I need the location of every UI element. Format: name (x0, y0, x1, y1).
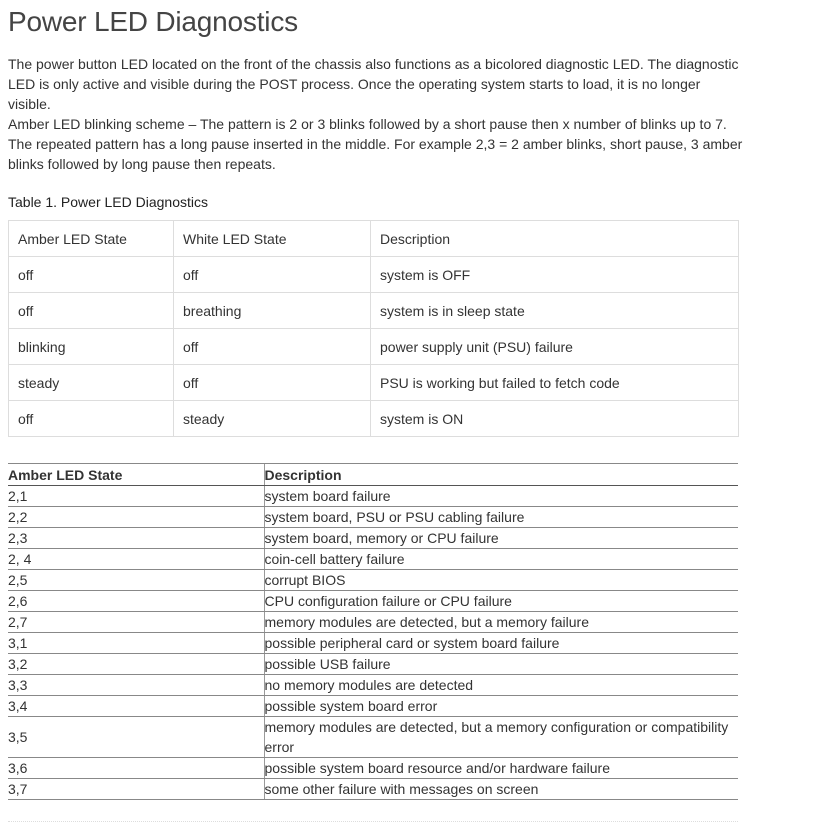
intro-paragraph-1: The power button LED located on the front of the chassis also functions as a bicolored diagnostic LED. The diagnostic LED is only active and visible during the POST process. Once the operating system starts to load, it is no longer visible. (8, 56, 739, 112)
cell-code: 2,7 (8, 612, 264, 633)
cell-description: memory modules are detected, but a memory failure (264, 612, 738, 633)
cell-code: 3,2 (8, 654, 264, 675)
cell-amber: blinking (9, 329, 174, 365)
table-row (8, 486, 738, 507)
cell-code: 3,6 (8, 758, 264, 779)
cell-description: some other failure with messages on screen (264, 779, 738, 800)
table-row (8, 612, 738, 633)
cell-amber: off (9, 257, 174, 293)
cell-amber: steady (9, 365, 174, 401)
cell-description: system board, memory or CPU failure (264, 528, 738, 549)
cell-code: 2, 4 (8, 549, 264, 570)
cell-code: 3,7 (8, 779, 264, 800)
table-row (8, 758, 738, 779)
cell-description: system board, PSU or PSU cabling failure (264, 507, 738, 528)
table-row (8, 717, 738, 758)
cell-code: 2,1 (8, 486, 264, 507)
header-amber-led-state: Amber LED State (9, 221, 174, 257)
header-description: Description (264, 464, 738, 486)
cell-description: system is OFF (371, 257, 739, 293)
table-header-row (8, 464, 738, 486)
header-amber-led-state: Amber LED State (8, 464, 264, 486)
cell-amber: off (9, 293, 174, 329)
intro-text (8, 54, 743, 174)
cell-description: memory modules are detected, but a memory configuration or compatibility error (264, 717, 738, 758)
cell-white: off (174, 329, 371, 365)
cell-description: possible USB failure (264, 654, 738, 675)
table-row (9, 257, 739, 293)
cell-description: CPU configuration failure or CPU failure (264, 591, 738, 612)
intro-paragraph-2: Amber LED blinking scheme – The pattern is 2 or 3 blinks followed by a short pause then x number of blinks up to 7. The repeated pattern has a long pause inserted in the middle. For example 2,3 = 2 amber blinks, short pause, 3 amber blinks followed by long pause then repeats. (8, 116, 743, 172)
table-row (9, 401, 739, 437)
table-row (8, 507, 738, 528)
cell-description: possible peripheral card or system board failure (264, 633, 738, 654)
amber-blink-code-table (8, 463, 738, 800)
header-description: Description (371, 221, 739, 257)
table-row (8, 696, 738, 717)
cell-description: PSU is working but failed to fetch code (371, 365, 739, 401)
table-header-row (9, 221, 739, 257)
cell-description: no memory modules are detected (264, 675, 738, 696)
table-row (8, 779, 738, 800)
table-row (8, 549, 738, 570)
cell-white: breathing (174, 293, 371, 329)
table-row (8, 570, 738, 591)
table-row (8, 591, 738, 612)
cell-white: off (174, 365, 371, 401)
table-row (9, 329, 739, 365)
table-caption: Table 1. Power LED Diagnostics (8, 194, 208, 210)
table-row (9, 293, 739, 329)
cell-code: 2,2 (8, 507, 264, 528)
cell-description: power supply unit (PSU) failure (371, 329, 739, 365)
cell-description: system board failure (264, 486, 738, 507)
page-title: Power LED Diagnostics (8, 6, 298, 37)
cell-code: 2,5 (8, 570, 264, 591)
cell-code: 2,3 (8, 528, 264, 549)
cell-description: possible system board resource and/or hardware failure (264, 758, 738, 779)
power-led-table (8, 220, 739, 437)
cell-description: corrupt BIOS (264, 570, 738, 591)
cell-amber: off (9, 401, 174, 437)
cell-code: 2,6 (8, 591, 264, 612)
cell-description: possible system board error (264, 696, 738, 717)
table-row (9, 365, 739, 401)
cell-code: 3,4 (8, 696, 264, 717)
cell-description: coin-cell battery failure (264, 549, 738, 570)
cell-code: 3,3 (8, 675, 264, 696)
table-row (8, 675, 738, 696)
table-row (8, 633, 738, 654)
cell-code: 3,1 (8, 633, 264, 654)
cell-description: system is ON (371, 401, 739, 437)
cell-description: system is in sleep state (371, 293, 739, 329)
cell-code: 3,5 (8, 717, 264, 758)
cell-white: off (174, 257, 371, 293)
table-row (8, 654, 738, 675)
cell-white: steady (174, 401, 371, 437)
header-white-led-state: White LED State (174, 221, 371, 257)
divider (8, 821, 738, 822)
table-row (8, 528, 738, 549)
